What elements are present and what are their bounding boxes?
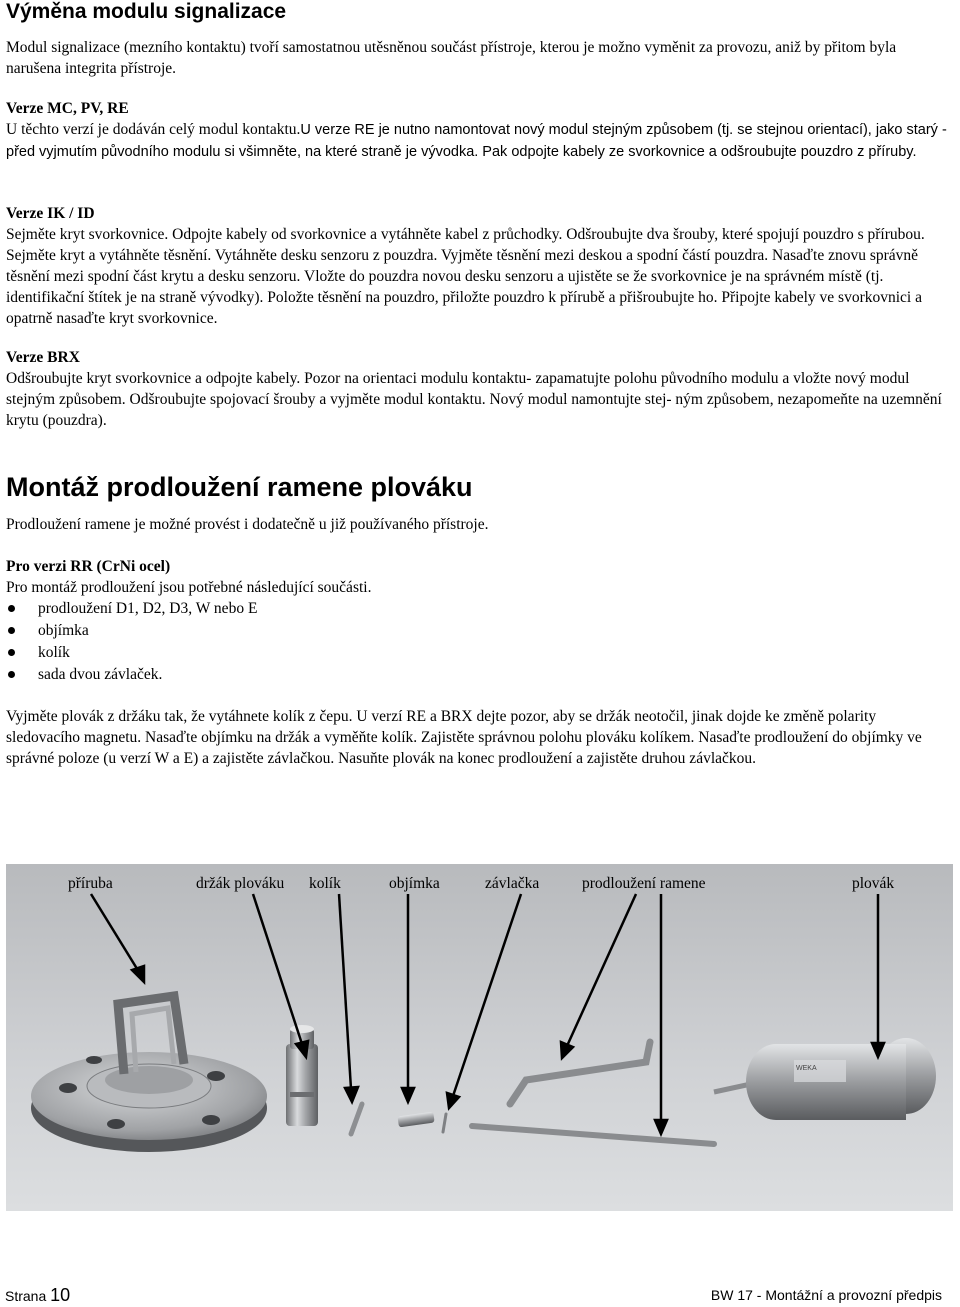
label-kolik: kolík (309, 875, 341, 892)
parts-photo-drawing (6, 864, 953, 1211)
mc-text-a: U těchto verzí je dodáván celý modul kontaktu. (6, 121, 301, 138)
intro-text: Modul signalizace (mezního kontaktu) tvoří samostatnou utěsněnou součást přístroje, kterou je možno vyměnit za provozu, aniž by přitom byla narušena integrita přístroje. (6, 39, 897, 77)
section-title-module-replacement: Výměna modulu signalizace (6, 0, 287, 23)
mc-heading: Verze MC, PV, RE (6, 100, 129, 117)
brx-section (6, 347, 952, 431)
list-item: prodloužení D1, D2, D3, W nebo E (6, 598, 257, 620)
bullet-icon (8, 649, 15, 656)
rr-section (6, 556, 952, 598)
list-item: objímka (6, 620, 257, 642)
procedure-text: Vyjměte plovák z držáku tak, že vytáhnete kolík z čepu. U verzí RE a BRX dejte pozor, aby se držák neotočil, jinak dojde ke změně polarity sledovacího magnetu. Nasaďte objímku na držák a vyměňte kolík. Zajistěte správnou polohu plováku kolíkem. Nasaďte prodloužení do objímky ve správné poloze (u verzí W a E) a zajistěte závlačkou. Nasuňte plovák na konec prodloužení a zajistěte druhou závlačkou. (6, 708, 922, 767)
mc-text-b: U verze RE je nutno namontovat nový modul stejným způsobem (tj. se stejnou orientací), jako starý - před vyjmutím původního modulu si všimněte, na které straně je vývodka. Pak odpojte kabely ze svorkovnice a odšroubujte pouzdro z příruby. (6, 122, 947, 160)
list-item: kolík (6, 642, 257, 664)
bullet-icon (8, 627, 15, 634)
extension-intro (6, 514, 952, 535)
label-plovak: plovák (852, 875, 895, 892)
label-zavlacka: závlačka (485, 875, 540, 892)
procedure-paragraph (6, 706, 952, 769)
bullet-icon (8, 671, 15, 678)
mc-section (6, 98, 952, 163)
flange-drawing (31, 1052, 267, 1152)
bullet-icon (8, 605, 15, 612)
ik-heading: Verze IK / ID (6, 205, 95, 222)
brx-text: Odšroubujte kryt svorkovnice a odpojte kabely. Pozor na orientaci modulu kontaktu- zapamatujte polohu původního modulu a vložte nový modul stejným způsobem. Odšroubujte spojovací šrouby a vyjměte modul kontaktu. Nový modul namontujte stej- ným způsobem, nezapomeňte na uzemnění krytu (pouzdra). (6, 370, 942, 429)
page-number-value: 10 (50, 1285, 71, 1305)
label-objimka: objímka (389, 875, 440, 892)
section-title-arm-extension: Montáž prodloužení ramene plováku (6, 472, 473, 502)
float-marking: WEKA (796, 1065, 817, 1072)
brx-heading: Verze BRX (6, 349, 80, 366)
parts-photo (6, 864, 953, 1211)
rr-text: Pro montáž prodloužení jsou potřebné následující součásti. (6, 579, 372, 596)
rr-heading: Pro verzi RR (CrNi ocel) (6, 558, 171, 575)
label-priruba: příruba (68, 875, 113, 892)
ik-section (6, 203, 952, 329)
page-word: Strana (5, 1288, 47, 1304)
ik-text: Sejměte kryt svorkovnice. Odpojte kabely od svorkovnice a vytáhněte kabel z průchodky. Odšroubujte dva šrouby, které spojují pouzdro s přírubou. Sejměte kryt a vytáhněte těsnění. Vytáhněte desku senzoru z pouzdra. Vyjměte těsnění mezi deskou a spodní částí pouzdra. Nasaďte znovu správně těsnění mezi spodní část krytu a desku senzoru. Vložte do pouzdra novou desku senzoru a ujistěte se že svorkovnice je na správném místě (tj. identifikační štítek je na straně vývodky). Položte těsnění na pouzdro, přiložte pouzdro k přírubě a přišroubujte ho. Připojte kabely ve svorkovnici a opatrně nasaďte kryt svorkovnice. (6, 226, 925, 327)
label-prodlouzeni-ramene: prodloužení ramene (582, 875, 706, 892)
label-drzak-plovaku: držák plováku (196, 875, 285, 892)
extension-intro-text: Prodloužení ramene je možné provést i dodatečně u již používaného přístroje. (6, 516, 489, 533)
page-number (5, 1285, 70, 1306)
list-item: sada dvou závlaček. (6, 664, 257, 686)
intro-paragraph (6, 37, 952, 79)
parts-list (6, 598, 257, 686)
document-title: BW 17 - Montážní a provozní předpis (710, 1287, 942, 1303)
